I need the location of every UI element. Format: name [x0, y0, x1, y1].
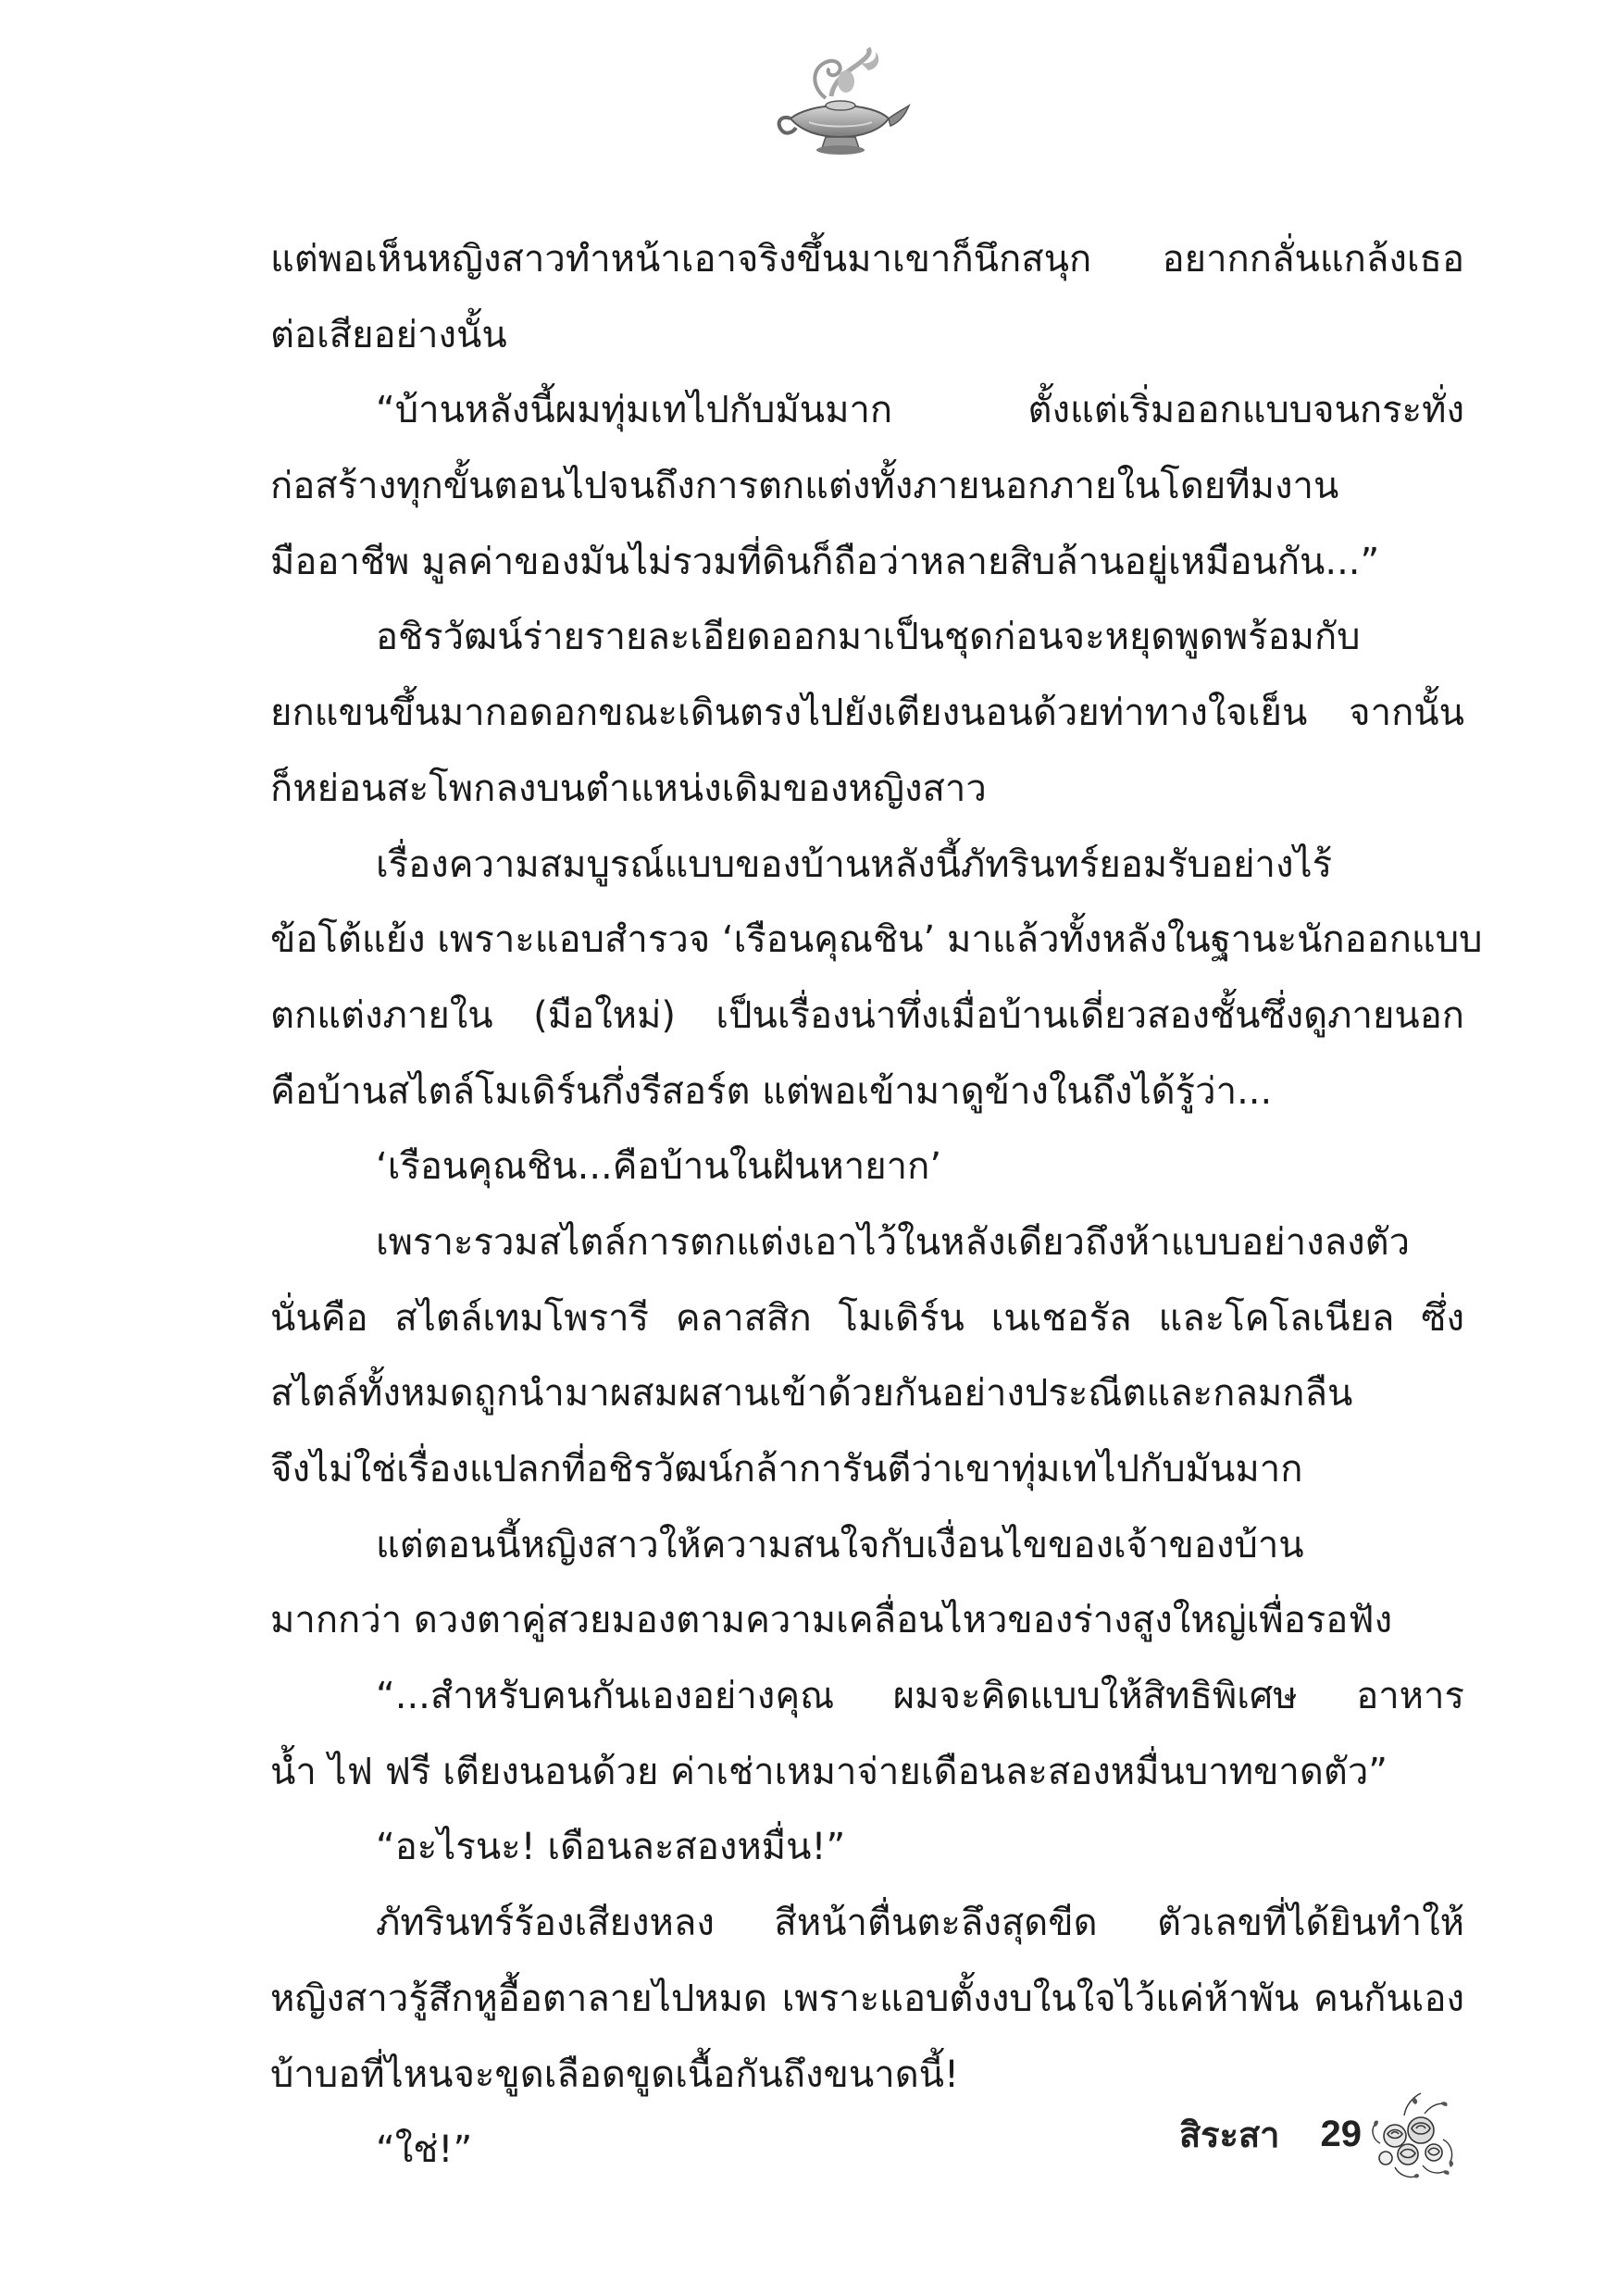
story-text [270, 222, 1483, 2189]
paragraph-line: สไตล์ทั้งหมดถูกนำมาผสมผสานเข้าด้วยกันอย่างประณีตและกลมกลืน [270, 1372, 1353, 1416]
page-footer [1179, 2088, 1456, 2180]
rose-bouquet-ornament-icon [1367, 2088, 1456, 2180]
paragraph-line: มากกว่า ดวงตาคู่สวยมองตามความเคลื่อนไหวของร่างสูงใหญ่เพื่อรอฟัง [270, 1599, 1393, 1642]
paragraph-line: บ้าบอที่ไหนจะขูดเลือดขูดเนื้อกันถึงขนาดนี้! [270, 2053, 960, 2096]
paragraph-line: ก่อสร้างทุกขั้นตอนไปจนถึงการตกแต่งทั้งภายนอกภายในโดยทีมงาน [270, 465, 1339, 508]
book-title: สิระสา [1178, 2114, 1280, 2155]
paragraph-line: น้ำ ไฟ ฟรี เตียงนอนด้วย ค่าเช่าเหมาจ่ายเดือนละสองหมื่นบาทขาดตัว” [270, 1750, 1388, 1793]
paragraph-line: แต่พอเห็นหญิงสาวทำหน้าเอาจริงขึ้นมาเขาก็นึกสนุก อยากกลั่นแกล้งเธอ [270, 238, 1464, 281]
paragraph-line: “บ้านหลังนี้ผมทุ่มเทไปกับมันมาก ตั้งแต่เริ่มออกแบบจนกระทั่ง [376, 389, 1464, 432]
paragraph-line: “ใช่!” [376, 2128, 473, 2172]
page-number: 29 [1320, 2113, 1362, 2154]
paragraph-line: นั่นคือ สไตล์เทมโพรารี คลาสสิก โมเดิร์น เนเชอรัล และโคโลเนียล ซึ่ง [270, 1296, 1464, 1340]
paragraph-line: จึงไม่ใช่เรื่องแปลกที่อชิรวัฒน์กล้าการันตีว่าเขาทุ่มเทไปกับมันมาก [270, 1448, 1303, 1491]
paragraph-line: แต่ตอนนี้หญิงสาวให้ความสนใจกับเงื่อนไขของเจ้าของบ้าน [376, 1523, 1304, 1566]
paragraph-line: อชิรวัฒน์ร่ายรายละเอียดออกมาเป็นชุดก่อนจะหยุดพูดพร้อมกับ [376, 616, 1361, 659]
paragraph-line: ยกแขนขึ้นมากอดอกขณะเดินตรงไปยังเตียงนอนด้วยท่าทางใจเย็น จากนั้น [270, 692, 1464, 735]
genie-lamp-ornament-icon [772, 44, 911, 165]
paragraph-line: เพราะรวมสไตล์การตกแต่งเอาไว้ในหลังเดียวถึงห้าแบบอย่างลงตัว [376, 1220, 1411, 1264]
paragraph-line: ข้อโต้แย้ง เพราะแอบสำรวจ ‘เรือนคุณชิน’ มาแล้วทั้งหลังในฐานะนักออกแบบ [270, 918, 1483, 962]
paragraph-line: หญิงสาวรู้สึกหูอื้อตาลายไปหมด เพราะแอบตั้งงบในใจไว้แค่ห้าพัน คนกันเอง [270, 1977, 1464, 2020]
paragraph-line: ตกแต่งภายใน (มือใหม่) เป็นเรื่องน่าทึ่งเมื่อบ้านเดี่ยวสองชั้นซึ่งดูภายนอก [270, 993, 1464, 1037]
paragraph-line: ก็หย่อนสะโพกลงบนตำแหน่งเดิมของหญิงสาว [270, 767, 987, 810]
paragraph-line: “...สำหรับคนกันเองอย่างคุณ ผมจะคิดแบบให้สิทธิพิเศษ อาหาร [376, 1675, 1464, 1718]
paragraph-line: มืออาชีพ มูลค่าของมันไม่รวมที่ดินก็ถือว่าหลายสิบล้านอยู่เหมือนกัน...” [270, 540, 1380, 583]
paragraph-line: เรื่องความสมบูรณ์แบบของบ้านหลังนี้ภัทรินทร์ยอมรับอย่างไร้ [376, 842, 1333, 886]
paragraph-line: คือบ้านสไตล์โมเดิร์นกึ่งรีสอร์ต แต่พอเข้ามาดูข้างในถึงได้รู้ว่า... [270, 1069, 1273, 1113]
paragraph-line: ภัทรินทร์ร้องเสียงหลง สีหน้าตื่นตะลึงสุดขีด ตัวเลขที่ได้ยินทำให้ [376, 1902, 1464, 1945]
paragraph-line: ต่อเสียอย่างนั้น [270, 313, 507, 356]
paragraph-line: “อะไรนะ! เดือนละสองหมื่น!” [376, 1826, 846, 1869]
paragraph-line: ‘เรือนคุณชิน...คือบ้านในฝันหายาก’ [376, 1145, 942, 1189]
